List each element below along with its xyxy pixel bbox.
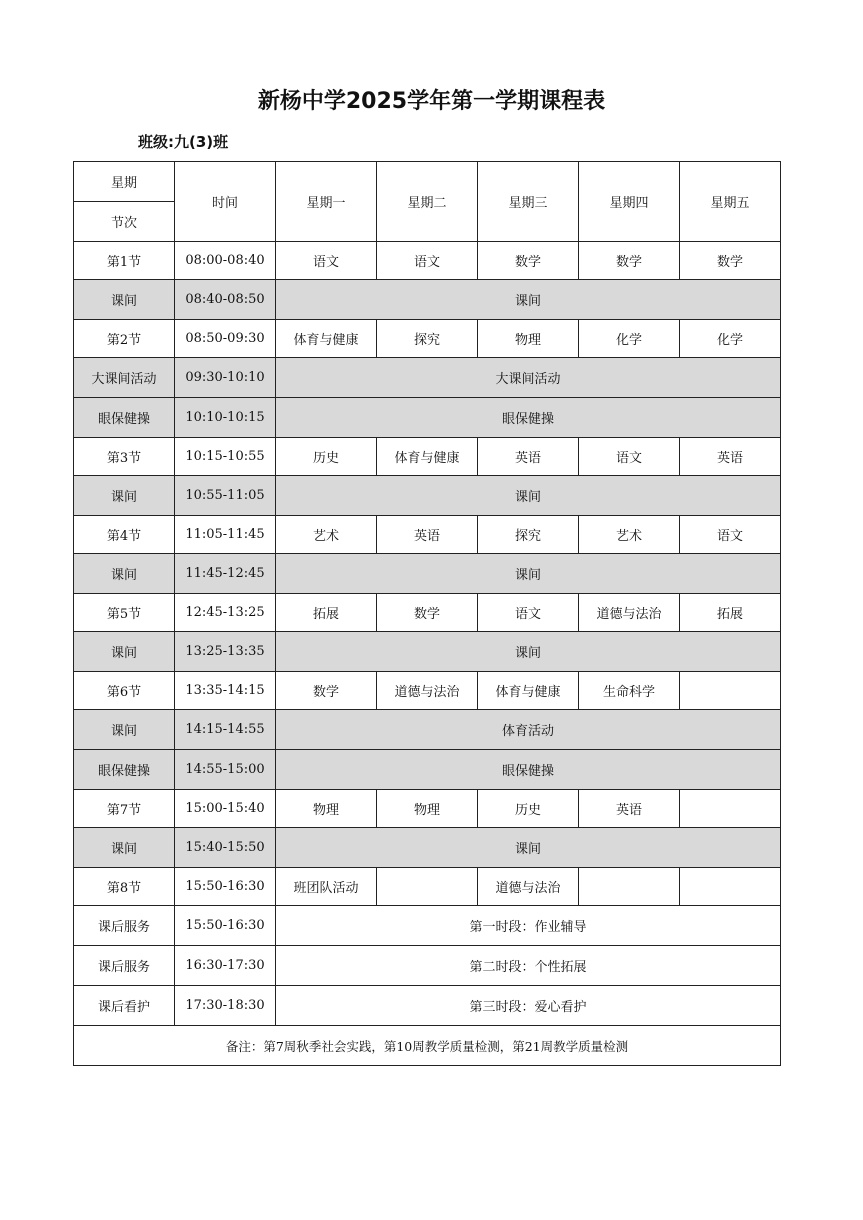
subject-cell: 物理 — [377, 790, 478, 828]
subject-cell: 历史 — [276, 438, 377, 476]
time-cell: 11:45-12:45 — [175, 554, 276, 594]
break-activity-cell: 眼保健操 — [276, 750, 781, 790]
subject-cell: 道德与法治 — [478, 868, 579, 906]
break-activity-cell: 眼保健操 — [276, 398, 781, 438]
class-row — [74, 790, 781, 828]
subject-cell — [377, 868, 478, 906]
subject-cell: 英语 — [377, 516, 478, 554]
period-name-cell: 第4节 — [74, 516, 175, 554]
time-cell: 09:30-10:10 — [175, 358, 276, 398]
break-row — [74, 554, 781, 594]
time-cell: 15:50-16:30 — [175, 906, 276, 946]
day-header-thu: 星期四 — [579, 162, 680, 242]
time-cell: 13:25-13:35 — [175, 632, 276, 672]
subject-cell: 语文 — [680, 516, 781, 554]
time-cell: 10:55-11:05 — [175, 476, 276, 516]
time-header-cell: 时间 — [175, 162, 276, 242]
service-activity-cell: 第三时段：爱心看护 — [276, 986, 781, 1026]
period-name-cell: 课后服务 — [74, 906, 175, 946]
note-text: 备注：第7周秋季社会实践，第10周教学质量检测，第21周教学质量检测 — [74, 1026, 781, 1066]
subject-cell: 数学 — [377, 594, 478, 632]
page-title: 新杨中学2025学年第一学期课程表 — [257, 89, 606, 114]
period-name-cell: 大课间活动 — [74, 358, 175, 398]
class-row — [74, 320, 781, 358]
period-name-cell: 课间 — [74, 554, 175, 594]
week-header-cell: 星期 — [74, 162, 175, 202]
subject-cell: 生命科学 — [579, 672, 680, 710]
subject-cell: 拓展 — [276, 594, 377, 632]
class-row — [74, 438, 781, 476]
period-name-cell: 课间 — [74, 280, 175, 320]
subject-cell: 语文 — [276, 242, 377, 280]
subject-cell: 物理 — [276, 790, 377, 828]
break-activity-cell: 课间 — [276, 476, 781, 516]
class-row — [74, 594, 781, 632]
subject-cell: 艺术 — [579, 516, 680, 554]
subject-cell: 历史 — [478, 790, 579, 828]
period-name-cell: 课后看护 — [74, 986, 175, 1026]
service-row — [74, 986, 781, 1026]
day-header-fri: 星期五 — [680, 162, 781, 242]
time-cell: 11:05-11:45 — [175, 516, 276, 554]
time-cell: 13:35-14:15 — [175, 672, 276, 710]
subject-cell — [680, 672, 781, 710]
break-activity-cell: 课间 — [276, 554, 781, 594]
break-activity-cell: 课间 — [276, 632, 781, 672]
subject-cell: 英语 — [478, 438, 579, 476]
time-cell: 10:15-10:55 — [175, 438, 276, 476]
header-row — [74, 162, 781, 202]
service-activity-cell: 第二时段：个性拓展 — [276, 946, 781, 986]
period-name-cell: 课后服务 — [74, 946, 175, 986]
time-cell: 08:00-08:40 — [175, 242, 276, 280]
subject-cell: 语文 — [579, 438, 680, 476]
period-name-cell: 第1节 — [74, 242, 175, 280]
subject-cell: 数学 — [478, 242, 579, 280]
break-row — [74, 828, 781, 868]
subject-cell: 英语 — [579, 790, 680, 828]
time-cell: 15:50-16:30 — [175, 868, 276, 906]
break-row — [74, 750, 781, 790]
class-label: 班级:九(3)班 — [138, 133, 229, 151]
period-name-cell: 课间 — [74, 632, 175, 672]
subject-cell: 物理 — [478, 320, 579, 358]
class-row — [74, 516, 781, 554]
break-activity-cell: 体育活动 — [276, 710, 781, 750]
time-cell: 08:40-08:50 — [175, 280, 276, 320]
schedule-table — [73, 161, 781, 1066]
subject-cell: 数学 — [579, 242, 680, 280]
time-cell: 17:30-18:30 — [175, 986, 276, 1026]
period-name-cell: 眼保健操 — [74, 398, 175, 438]
time-cell: 08:50-09:30 — [175, 320, 276, 358]
period-name-cell: 第6节 — [74, 672, 175, 710]
break-activity-cell: 课间 — [276, 828, 781, 868]
period-name-cell: 课间 — [74, 476, 175, 516]
subject-cell: 探究 — [478, 516, 579, 554]
time-cell: 16:30-17:30 — [175, 946, 276, 986]
subject-cell: 数学 — [680, 242, 781, 280]
subject-cell: 探究 — [377, 320, 478, 358]
subject-cell: 体育与健康 — [377, 438, 478, 476]
break-row — [74, 632, 781, 672]
break-row — [74, 280, 781, 320]
subject-cell: 班团队活动 — [276, 868, 377, 906]
time-cell: 14:55-15:00 — [175, 750, 276, 790]
class-row — [74, 868, 781, 906]
subject-cell: 道德与法治 — [579, 594, 680, 632]
subject-cell: 化学 — [579, 320, 680, 358]
subject-cell: 体育与健康 — [478, 672, 579, 710]
period-name-cell: 第7节 — [74, 790, 175, 828]
day-header-wed: 星期三 — [478, 162, 579, 242]
break-row — [74, 398, 781, 438]
subject-cell: 拓展 — [680, 594, 781, 632]
subject-cell: 数学 — [276, 672, 377, 710]
period-name-cell: 第3节 — [74, 438, 175, 476]
class-row — [74, 672, 781, 710]
service-activity-cell: 第一时段：作业辅导 — [276, 906, 781, 946]
time-cell: 10:10-10:15 — [175, 398, 276, 438]
day-header-mon: 星期一 — [276, 162, 377, 242]
period-name-cell: 第5节 — [74, 594, 175, 632]
time-cell: 14:15-14:55 — [175, 710, 276, 750]
break-activity-cell: 大课间活动 — [276, 358, 781, 398]
note-row — [74, 1026, 781, 1066]
day-header-tue: 星期二 — [377, 162, 478, 242]
subject-cell: 体育与健康 — [276, 320, 377, 358]
subject-cell — [579, 868, 680, 906]
service-row — [74, 906, 781, 946]
break-row — [74, 358, 781, 398]
period-header-cell: 节次 — [74, 202, 175, 242]
subject-cell — [680, 868, 781, 906]
subject-cell — [680, 790, 781, 828]
subject-cell: 英语 — [680, 438, 781, 476]
period-name-cell: 课间 — [74, 710, 175, 750]
period-name-cell: 课间 — [74, 828, 175, 868]
period-name-cell: 第2节 — [74, 320, 175, 358]
subject-cell: 语文 — [377, 242, 478, 280]
subject-cell: 化学 — [680, 320, 781, 358]
time-cell: 15:40-15:50 — [175, 828, 276, 868]
class-row — [74, 242, 781, 280]
service-row — [74, 946, 781, 986]
time-cell: 15:00-15:40 — [175, 790, 276, 828]
time-cell: 12:45-13:25 — [175, 594, 276, 632]
break-row — [74, 476, 781, 516]
subject-cell: 语文 — [478, 594, 579, 632]
subject-cell: 艺术 — [276, 516, 377, 554]
subject-cell: 道德与法治 — [377, 672, 478, 710]
period-name-cell: 第8节 — [74, 868, 175, 906]
period-name-cell: 眼保健操 — [74, 750, 175, 790]
break-activity-cell: 课间 — [276, 280, 781, 320]
break-row — [74, 710, 781, 750]
